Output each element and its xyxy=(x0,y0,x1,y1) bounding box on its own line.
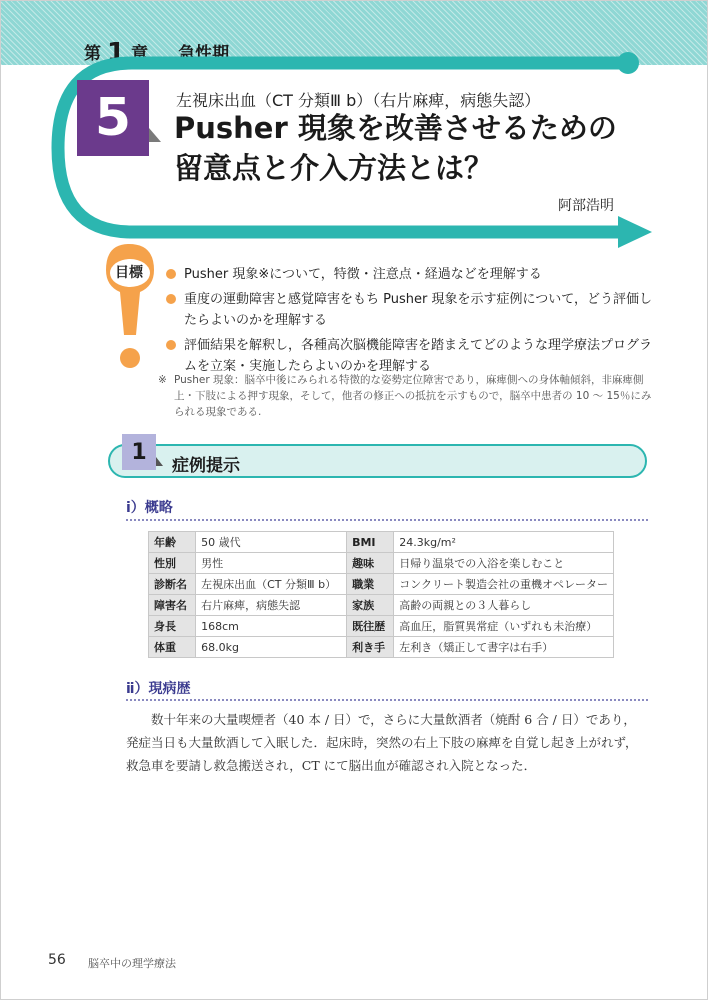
table-row xyxy=(149,637,614,658)
profile-key: 職業 xyxy=(347,574,394,595)
subsection-divider xyxy=(126,519,648,521)
bullet-dot-icon xyxy=(166,294,176,304)
profile-value: 男性 xyxy=(196,553,347,574)
profile-value: 右片麻痺，病態失認 xyxy=(196,595,347,616)
goal-text: 評価結果を解釈し，各種高次脳機能障害を踏まえてどのような理学療法プログラムを立案・実施したらよいのかを理解する xyxy=(184,338,653,374)
note-mark: ※ xyxy=(158,374,167,386)
profile-key: 障害名 xyxy=(149,595,196,616)
profile-key: 身長 xyxy=(149,616,196,637)
table-row xyxy=(149,595,614,616)
chapter-title: 急性期 xyxy=(178,44,230,64)
goal-label: 目標 xyxy=(115,265,143,281)
section-number-badge: 1 xyxy=(122,434,156,470)
goal-text: Pusher 現象※について，特徴・注意点・経過などを理解する xyxy=(184,267,542,282)
article-subtitle: 左視床出血（CT 分類Ⅲ b）（右片麻痺，病態失認） xyxy=(176,91,541,110)
bullet-dot-icon xyxy=(166,340,176,350)
goal-list xyxy=(166,264,656,381)
profile-value: 68.0kg xyxy=(196,637,347,658)
subsection-history-title: ⅱ）現病歴 xyxy=(126,681,191,697)
profile-key: 性別 xyxy=(149,553,196,574)
table-row xyxy=(149,553,614,574)
profile-key: 年齢 xyxy=(149,532,196,553)
running-book-title: 脳卒中の理学療法 xyxy=(88,957,176,970)
profile-key: 利き手 xyxy=(347,637,394,658)
article-title xyxy=(174,108,617,188)
table-row xyxy=(149,616,614,637)
table-row xyxy=(149,574,614,595)
chapter-prefix: 第 xyxy=(84,44,101,64)
author-name: 阿部浩明 xyxy=(558,198,614,214)
exclamation-body xyxy=(106,244,154,335)
chapter-suffix: 章 xyxy=(131,44,149,64)
exclamation-dot xyxy=(120,348,140,368)
profile-value: 高齢の両親との３人暮らし xyxy=(394,595,614,616)
badge-corner xyxy=(149,128,161,142)
profile-key: 体重 xyxy=(149,637,196,658)
profile-value: 左視床出血（CT 分類Ⅲ b） xyxy=(196,574,347,595)
table-row xyxy=(149,532,614,553)
goal-item xyxy=(166,289,656,331)
article-title-line1: Pusher 現象を改善させるための xyxy=(174,111,617,145)
goal-item xyxy=(166,335,656,377)
pusher-footnote xyxy=(158,372,658,420)
goal-exclamation-icon xyxy=(100,240,162,380)
profile-key: 診断名 xyxy=(149,574,196,595)
profile-key: BMI xyxy=(347,532,394,553)
goal-item xyxy=(166,264,656,285)
profile-value: コンクリート製造会社の重機オペレーター xyxy=(394,574,614,595)
profile-value: 50 歳代 xyxy=(196,532,347,553)
bullet-dot-icon xyxy=(166,269,176,279)
section-badge-corner xyxy=(156,457,163,466)
profile-value: 24.3kg/m² xyxy=(394,532,614,553)
article-title-line2: 留意点と介入方法とは？ xyxy=(174,151,494,185)
chapter-number: 1 xyxy=(107,38,126,68)
note-text: Pusher 現象：脳卒中後にみられる特徴的な姿勢定位障害であり，麻痺側への身体軸傾斜，非麻痺側上・下肢による押す現象，そして，他者の修正への抵抗を示すもので，脳卒中患者の 10 〜 15％にみられる現象である. xyxy=(174,374,652,418)
arc-arrow-icon xyxy=(618,216,652,248)
profile-key: 家族 xyxy=(347,595,394,616)
profile-value: 日帰り温泉での入浴を楽しむこと xyxy=(394,553,614,574)
profile-value: 左利き（矯正して書字は右手） xyxy=(394,637,614,658)
section-title: 症例提示 xyxy=(172,456,240,476)
arc-dot xyxy=(617,52,639,74)
profile-value: 高血圧，脂質異常症（いずれも未治療） xyxy=(394,616,614,637)
article-number-badge: 5 xyxy=(77,80,149,156)
profile-value: 168cm xyxy=(196,616,347,637)
profile-key: 既往歴 xyxy=(347,616,394,637)
patient-profile-table xyxy=(148,531,614,658)
present-illness-text: 数十年来の大量喫煙者（40 本 / 日）で，さらに大量飲酒者（焼酎 6 合 / 日）であり，発症当日も大量飲酒して入眠した．起床時，突然の右上下肢の麻痺を自覚し起き上がれず，救急車を要請し救急搬送され，CT にて脳出血が確認され入院となった． xyxy=(126,712,638,773)
page-number: 56 xyxy=(48,952,66,968)
subsection-overview-title: ⅰ）概略 xyxy=(126,500,173,516)
profile-key: 趣味 xyxy=(347,553,394,574)
subsection-divider xyxy=(126,699,648,701)
goal-text: 重度の運動障害と感覚障害をもち Pusher 現象を示す症例について，どう評価したらよいのかを理解する xyxy=(184,292,652,328)
